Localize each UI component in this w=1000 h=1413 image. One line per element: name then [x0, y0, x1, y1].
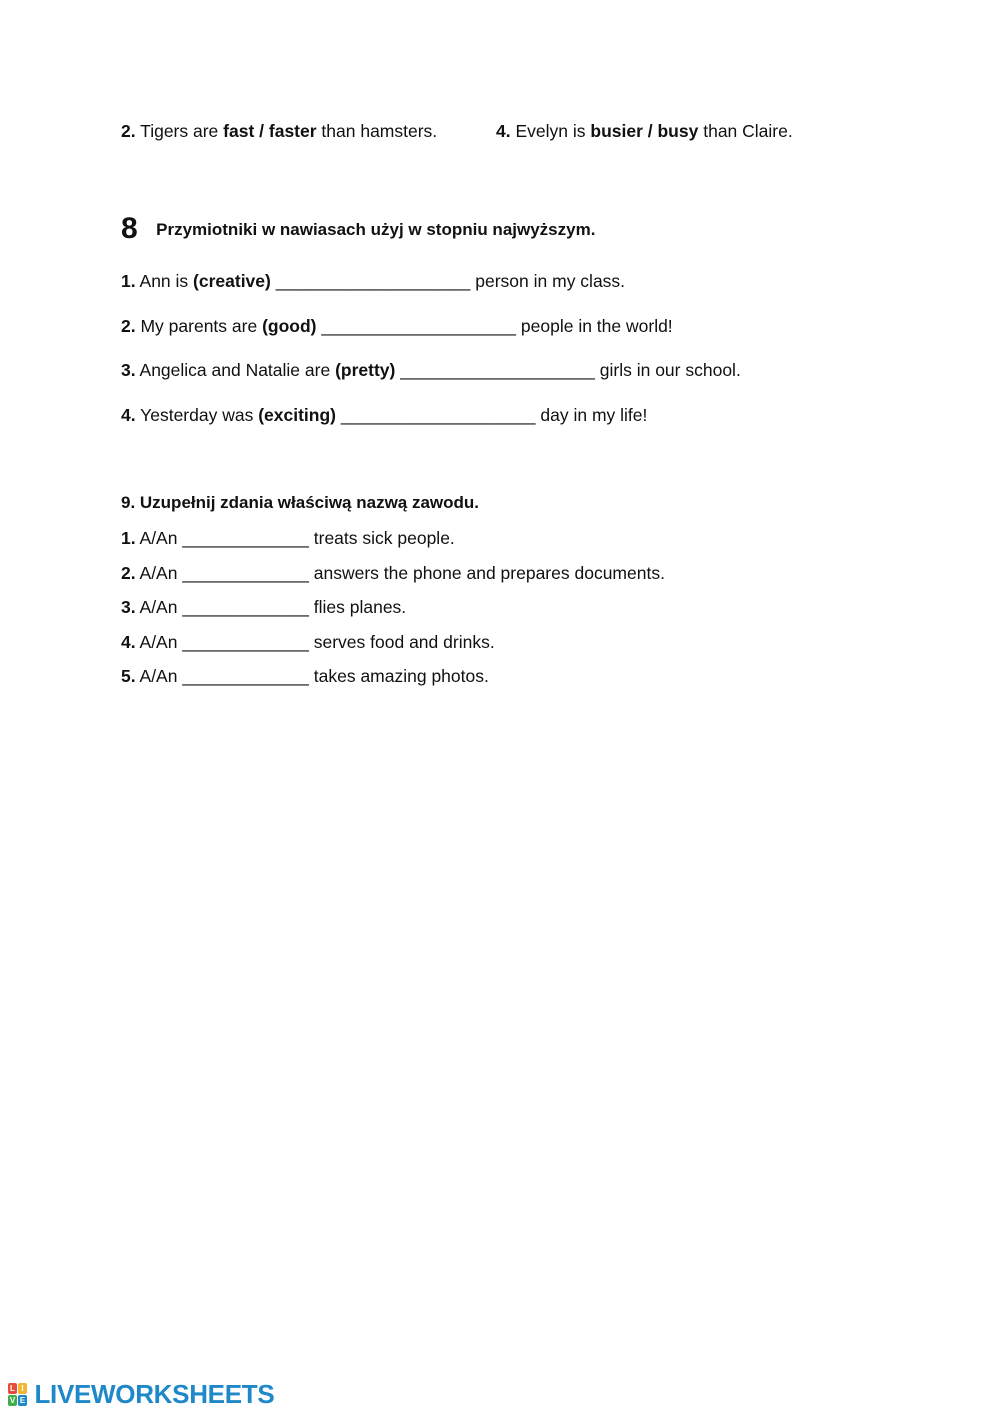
answer-blank[interactable]: ____________________: [321, 316, 517, 336]
item-number: 5.: [121, 666, 136, 686]
item-text-pre: Ann is: [139, 271, 189, 291]
answer-blank[interactable]: ____________________: [400, 360, 595, 380]
item-choice: fast / faster: [223, 121, 317, 141]
exercise-number: 8: [121, 212, 138, 245]
item-text-pre: A/An: [139, 528, 178, 548]
logo-tile: L: [8, 1383, 17, 1394]
item-text-pre: My parents are: [140, 316, 258, 336]
exercise-9-item-2: [121, 562, 665, 584]
exercise-9-item-4: [121, 631, 495, 653]
item-number: 2.: [121, 316, 136, 336]
answer-blank[interactable]: ____________________: [340, 405, 536, 425]
answer-blank[interactable]: ____________________: [275, 271, 471, 291]
item-adjective: (creative): [193, 271, 271, 291]
exercise-8-item-2: [121, 315, 673, 337]
item-text-post: than hamsters.: [321, 121, 438, 141]
item-text-pre: Tigers are: [140, 121, 219, 141]
item-number: 1.: [121, 528, 136, 548]
logo-tile: I: [18, 1383, 27, 1394]
exercise-9-item-1: [121, 527, 455, 549]
item-text-post: girls in our school.: [599, 360, 741, 380]
item-number: 4.: [121, 405, 136, 425]
item-choice: busier / busy: [590, 121, 699, 141]
item-text-pre: A/An: [139, 666, 178, 686]
item-text-pre: Angelica and Natalie are: [139, 360, 331, 380]
top-item-2: [121, 120, 437, 142]
logo-text: LIVEWORKSHEETS: [34, 1379, 275, 1409]
item-text-post: than Claire.: [703, 121, 793, 141]
item-text-post: serves food and drinks.: [313, 632, 495, 652]
item-text-post: answers the phone and prepares documents.: [313, 563, 665, 583]
item-text-pre: A/An: [139, 563, 178, 583]
item-number: 3.: [121, 597, 136, 617]
answer-blank[interactable]: _____________: [182, 632, 309, 652]
item-text-post: takes amazing photos.: [313, 666, 489, 686]
answer-blank[interactable]: _____________: [182, 528, 309, 548]
exercise-8-item-1: [121, 270, 625, 292]
item-text-pre: Yesterday was: [140, 405, 254, 425]
item-number: 2.: [121, 121, 136, 141]
item-text-post: people in the world!: [520, 316, 673, 336]
answer-blank[interactable]: _____________: [182, 563, 309, 583]
exercise-8-heading: [121, 212, 595, 246]
item-number: 2.: [121, 563, 136, 583]
exercise-9-heading: 9. Uzupełnij zdania właściwą nazwą zawodu.: [121, 493, 480, 512]
exercise-9-item-5: [121, 665, 489, 687]
liveworksheets-logo[interactable]: [8, 1379, 274, 1409]
logo-tiles-icon: [8, 1383, 28, 1407]
item-number: 4.: [121, 632, 136, 652]
answer-blank[interactable]: _____________: [182, 597, 309, 617]
item-number: 1.: [121, 271, 136, 291]
item-adjective: (exciting): [258, 405, 336, 425]
item-text-post: treats sick people.: [313, 528, 455, 548]
item-adjective: (good): [262, 316, 317, 336]
exercise-8-item-3: [121, 359, 741, 381]
item-text-post: day in my life!: [540, 405, 648, 425]
item-number: 4.: [496, 121, 511, 141]
exercise-9-item-3: [121, 596, 406, 618]
logo-tile: E: [19, 1395, 26, 1405]
item-text-pre: A/An: [139, 632, 178, 652]
item-text-post: person in my class.: [475, 271, 626, 291]
logo-tile: V: [9, 1395, 16, 1405]
item-adjective: (pretty): [335, 360, 396, 380]
item-text-pre: A/An: [139, 597, 178, 617]
top-item-4: [496, 120, 793, 142]
item-number: 3.: [121, 360, 136, 380]
item-text-post: flies planes.: [313, 597, 407, 617]
exercise-instruction: Przymiotniki w nawiasach użyj w stopniu najwyższym.: [156, 220, 596, 239]
answer-blank[interactable]: _____________: [182, 666, 309, 686]
item-text-pre: Evelyn is: [515, 121, 586, 141]
exercise-8-item-4: [121, 404, 647, 426]
